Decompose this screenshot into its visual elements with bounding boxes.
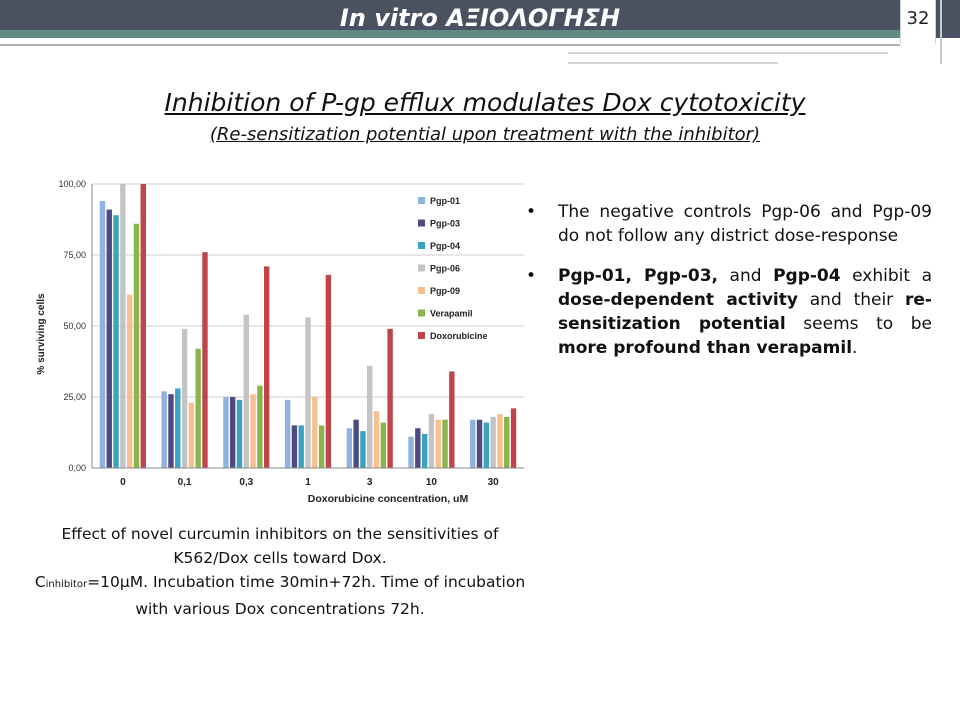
legend-label: Pgp-06 bbox=[430, 263, 461, 274]
bar-pgp-01-3 bbox=[285, 400, 290, 468]
legend-swatch-verapamil bbox=[418, 310, 425, 317]
bar-pgp-03-5 bbox=[415, 428, 420, 468]
bar-pgp-04-4 bbox=[360, 431, 365, 468]
slide-subtitle: (Re-sensitization potential upon treatment with the inhibitor) bbox=[209, 124, 761, 145]
bullet-text-run: and bbox=[718, 266, 774, 286]
legend-swatch-doxorubicine bbox=[418, 332, 425, 339]
bullet-text-run: . bbox=[852, 338, 858, 358]
bar-verapamil-0 bbox=[134, 224, 139, 468]
bar-pgp-01-4 bbox=[347, 428, 352, 468]
legend-label: Pgp-04 bbox=[430, 241, 461, 251]
bar-pgp-06-6 bbox=[490, 417, 495, 468]
bar-doxorubicine-6 bbox=[511, 408, 516, 468]
bar-pgp-06-3 bbox=[305, 317, 310, 468]
bar-pgp-01-0 bbox=[100, 201, 105, 468]
bullet-text-run: Pgp-01, Pgp-03, bbox=[558, 266, 718, 286]
x-tick-label: 0 bbox=[120, 477, 126, 488]
bar-pgp-06-5 bbox=[429, 414, 434, 468]
chart-legend bbox=[418, 196, 488, 341]
bar-pgp-04-0 bbox=[113, 215, 118, 468]
legend-swatch-pgp-01 bbox=[418, 197, 425, 204]
bar-pgp-03-3 bbox=[292, 425, 297, 468]
x-tick-label: 30 bbox=[487, 477, 499, 488]
caption-line-2 bbox=[30, 570, 530, 621]
page-number-box bbox=[900, 0, 936, 44]
bar-verapamil-4 bbox=[381, 423, 386, 468]
x-tick-label: 3 bbox=[366, 477, 373, 488]
y-tick-label: 100,00 bbox=[58, 179, 86, 189]
y-tick-label: 75,00 bbox=[63, 250, 86, 260]
bar-pgp-04-2 bbox=[237, 400, 242, 468]
legend-swatch-pgp-04 bbox=[418, 242, 425, 249]
x-tick-label: 1 bbox=[305, 477, 311, 488]
header-rule bbox=[0, 44, 900, 46]
bar-verapamil-1 bbox=[195, 349, 200, 468]
y-tick-label: 0,00 bbox=[68, 463, 86, 473]
caption-line-1: Effect of novel curcumin inhibitors on the sensitivities of K562/Dox cells toward Dox. bbox=[61, 525, 499, 567]
legend-label: Pgp-09 bbox=[430, 286, 461, 296]
bullet-list bbox=[520, 200, 932, 376]
bullet-item-1 bbox=[520, 200, 932, 248]
legend-label: Doxorubicine bbox=[430, 331, 488, 341]
bar-pgp-04-1 bbox=[175, 388, 180, 468]
header-title: In vitro ΑΞΙΟΛΟΓΗΣΗ bbox=[339, 4, 621, 32]
bar-doxorubicine-5 bbox=[449, 371, 454, 468]
header-subrule-2 bbox=[568, 62, 778, 64]
bar-pgp-09-3 bbox=[312, 397, 317, 468]
figure-caption bbox=[30, 522, 530, 621]
bar-pgp-06-4 bbox=[367, 366, 372, 468]
bar-pgp-04-3 bbox=[299, 425, 304, 468]
x-tick-label: 0,1 bbox=[177, 477, 192, 488]
legend-swatch-pgp-03 bbox=[418, 220, 425, 227]
bar-pgp-01-5 bbox=[408, 437, 413, 468]
x-tick-labels bbox=[120, 477, 499, 488]
bullet-text-run: seems to be bbox=[785, 314, 932, 334]
bar-pgp-03-4 bbox=[353, 420, 358, 468]
bar-pgp-09-1 bbox=[189, 403, 194, 468]
bullet-item-2 bbox=[520, 264, 932, 360]
bar-verapamil-5 bbox=[442, 420, 447, 468]
bullet-text-run: dose-dependent activity bbox=[558, 290, 798, 310]
bullet-text-run: re-sensitization potential bbox=[558, 290, 932, 334]
page-number: 32 bbox=[906, 8, 930, 29]
bar-doxorubicine-0 bbox=[141, 184, 146, 468]
bar-verapamil-6 bbox=[504, 417, 509, 468]
y-axis-label: % surviving cells bbox=[36, 293, 47, 375]
bullet-text-run: Pgp-04 bbox=[773, 266, 841, 286]
legend-label: Pgp-03 bbox=[430, 218, 461, 229]
bar-pgp-06-0 bbox=[120, 184, 125, 468]
caption-c-subscript: inhibitor bbox=[45, 579, 88, 590]
bullet-dot-icon: • bbox=[526, 266, 537, 286]
bar-pgp-09-6 bbox=[497, 414, 502, 468]
bar-pgp-01-2 bbox=[223, 397, 228, 468]
bar-pgp-04-6 bbox=[484, 423, 489, 468]
bar-doxorubicine-4 bbox=[387, 329, 392, 468]
header-subrule bbox=[568, 52, 888, 54]
legend-swatch-pgp-09 bbox=[418, 287, 425, 294]
y-tick-label: 50,00 bbox=[63, 321, 86, 331]
bar-doxorubicine-1 bbox=[202, 252, 207, 468]
bar-pgp-09-2 bbox=[250, 394, 255, 468]
bullet-text-run: The negative controls Pgp-06 and Pgp-09 do not follow any district dose-response bbox=[558, 202, 932, 246]
bar-pgp-03-1 bbox=[168, 394, 173, 468]
caption-line-2-rest: =10μM. Incubation time 30min+72h. Time of incubation with various Dox concentrations 72h. bbox=[87, 573, 526, 618]
side-rule bbox=[940, 0, 942, 64]
bar-pgp-09-5 bbox=[436, 420, 441, 468]
bar-pgp-04-5 bbox=[422, 434, 427, 468]
bar-verapamil-2 bbox=[257, 386, 262, 468]
bar-doxorubicine-3 bbox=[326, 275, 331, 468]
y-tick-label: 25,00 bbox=[63, 392, 86, 402]
bar-pgp-06-2 bbox=[244, 315, 249, 468]
x-axis-label: Doxorubicine concentration, uM bbox=[307, 493, 469, 505]
x-tick-label: 0,3 bbox=[239, 477, 254, 488]
bar-pgp-01-1 bbox=[161, 391, 166, 468]
bar-pgp-03-2 bbox=[230, 397, 235, 468]
legend-label: Verapamil bbox=[430, 308, 473, 319]
y-tick-labels bbox=[58, 179, 86, 473]
slide-title: Inhibition of P-gp efflux modulates Dox cytotoxicity bbox=[164, 88, 806, 117]
bullet-text-run: more profound than verapamil bbox=[558, 338, 853, 358]
bar-chart bbox=[30, 176, 530, 510]
x-tick-label: 10 bbox=[425, 477, 437, 488]
bar-pgp-09-0 bbox=[127, 295, 132, 468]
bar-doxorubicine-2 bbox=[264, 266, 269, 468]
bullet-text-run: exhibit a bbox=[840, 266, 932, 286]
bullet-dot-icon: • bbox=[526, 202, 537, 222]
bar-pgp-01-6 bbox=[470, 420, 475, 468]
bar-verapamil-3 bbox=[319, 425, 324, 468]
bar-pgp-03-0 bbox=[107, 210, 112, 468]
bar-pgp-09-4 bbox=[374, 411, 379, 468]
bar-pgp-03-6 bbox=[477, 420, 482, 468]
legend-label: Pgp-01 bbox=[430, 196, 461, 206]
legend-swatch-pgp-06 bbox=[418, 265, 425, 272]
caption-c-letter: C bbox=[34, 573, 46, 591]
bar-pgp-06-1 bbox=[182, 329, 187, 468]
bullet-text-run: and their bbox=[797, 290, 905, 310]
